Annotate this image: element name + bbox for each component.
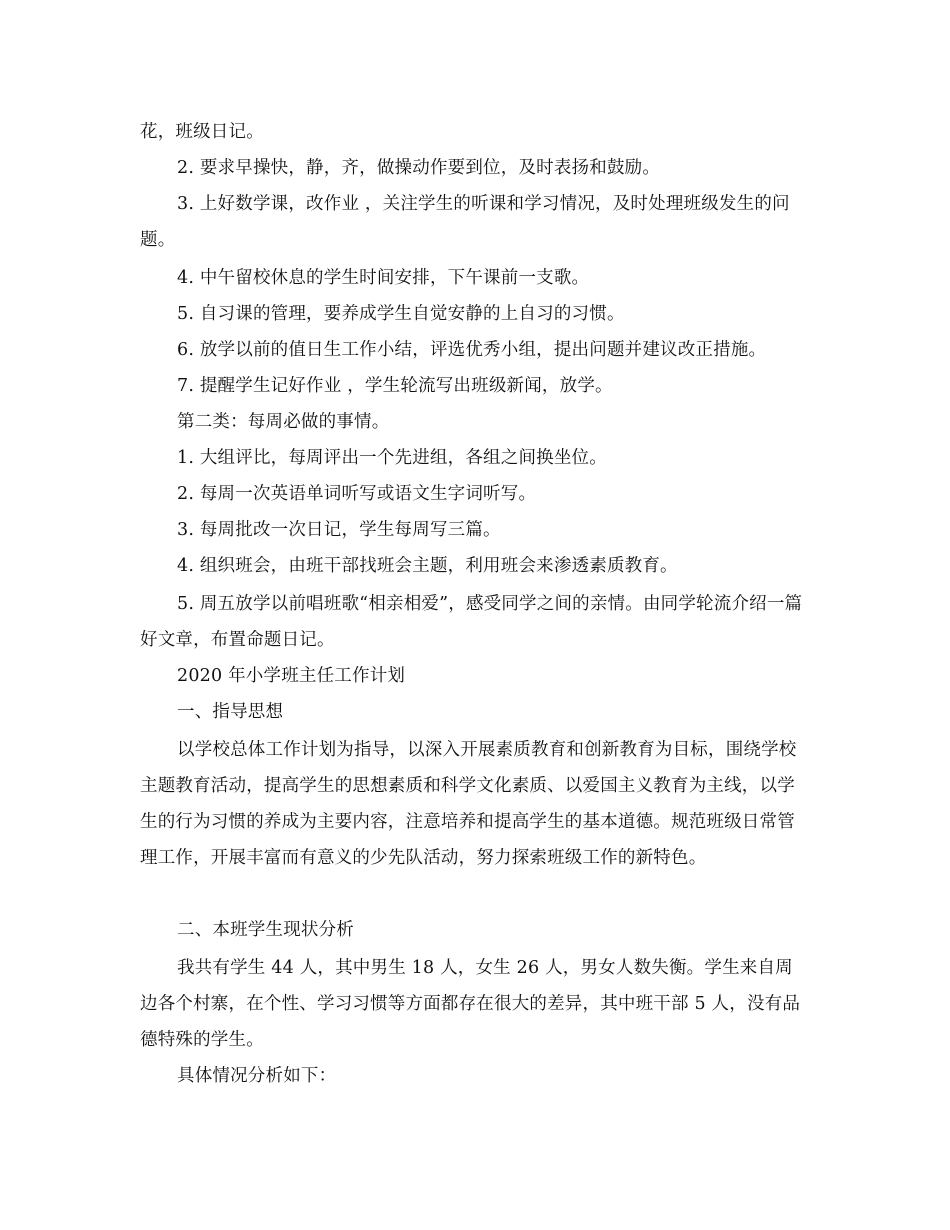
paragraph-item: 5. 周五放学以前唱班歌“相亲相爱”，感受同学之间的亲情。由同学轮流介绍一篇好文章，布置命题日记。 bbox=[140, 594, 803, 650]
paragraph-item: 3. 每周批改一次日记，学生每周写三篇。 bbox=[177, 520, 501, 540]
paragraph-item: 4. 中午留校休息的学生时间安排，下午课前一支歌。 bbox=[177, 268, 590, 288]
paragraph-item: 2. 要求早操快，静，齐，做操动作要到位，及时表扬和鼓励。 bbox=[177, 158, 661, 178]
section-heading: 一、指导思想 bbox=[177, 702, 284, 722]
paragraph-item: 4. 组织班会，由班干部找班会主题，利用班会来渗透素质教育。 bbox=[177, 556, 678, 576]
paragraph-item: 3. 上好数学课，改作业 ，关注学生的听课和学习情况，及时处理班级发生的问题。 bbox=[140, 194, 790, 250]
paragraph-body: 我共有学生 44 人，其中男生 18 人，女生 26 人，男女人数失衡。学生来自周边各个村寨，在个性、学习习惯等方面都存在很大的差异，其中班干部 5 人，没有品德特殊的学生。 bbox=[140, 958, 801, 1050]
paragraph-body: 具体情况分析如下： bbox=[177, 1066, 337, 1086]
paragraph-item: 7. 提醒学生记好作业 ，学生轮流写出班级新闻，放学。 bbox=[177, 376, 613, 396]
document-title: 2020 年小学班主任工作计划 bbox=[177, 666, 406, 686]
paragraph-item: 1. 大组评比，每周评出一个先进组，各组之间换坐位。 bbox=[177, 448, 607, 468]
section-heading: 第二类：每周必做的事情。 bbox=[177, 412, 390, 432]
paragraph-continuation: 花，班级日记。 bbox=[140, 122, 264, 142]
paragraph-body: 以学校总体工作计划为指导，以深入开展素质教育和创新教育为目标，围绕学校主题教育活动，提高学生的思想素质和科学文化素质、以爱国主义教育为主线，以学生的行为习惯的养成为主要内容，注意培养和提高学生的基本道德。规范班级日常管理工作，开展丰富而有意义的少先队活动，努力探索班级工作的新特色。 bbox=[140, 740, 797, 868]
section-heading: 二、本班学生现状分析 bbox=[177, 920, 354, 940]
paragraph-item: 5. 自习课的管理，要养成学生自觉安静的上自习的习惯。 bbox=[177, 304, 625, 324]
paragraph-item: 2. 每周一次英语单词听写或语文生字词听写。 bbox=[177, 484, 537, 504]
paragraph-item: 6. 放学以前的值日生工作小结，评选优秀小组，提出问题并建议改正措施。 bbox=[177, 340, 767, 360]
